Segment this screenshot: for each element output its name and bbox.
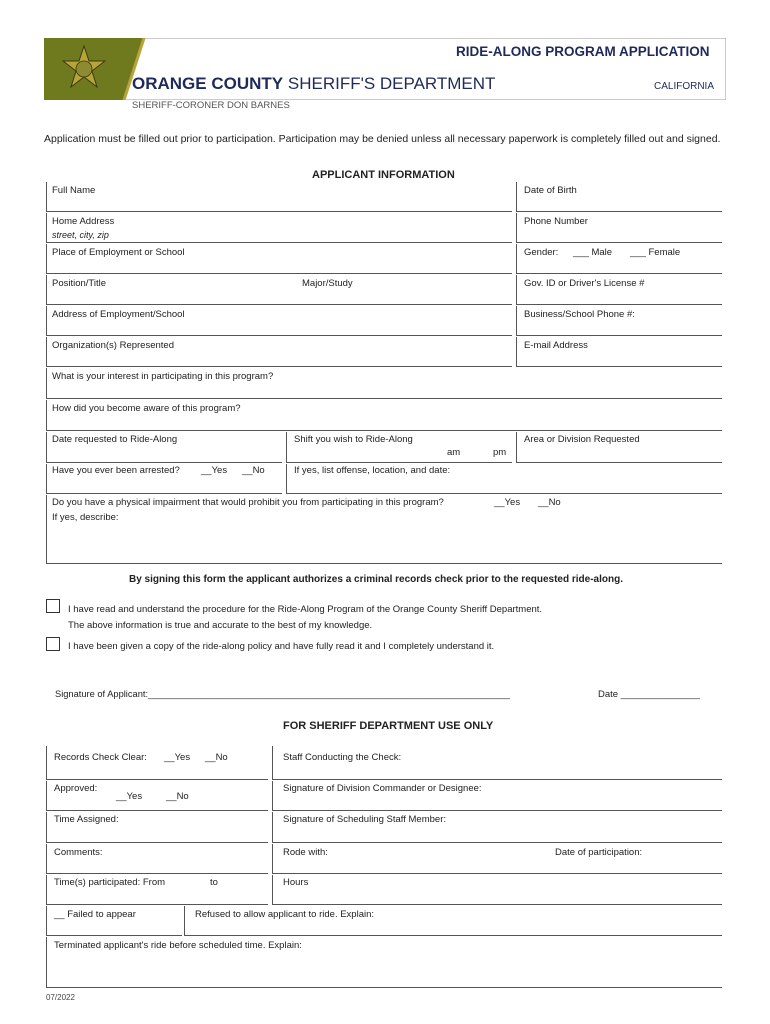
home-address-label: Home Address bbox=[52, 216, 115, 227]
interest-label: What is your interest in participating in this program? bbox=[52, 371, 274, 382]
arrested-no-option[interactable]: __No bbox=[242, 465, 265, 476]
date-participation-label: Date of participation: bbox=[555, 847, 643, 858]
department-name bbox=[132, 74, 495, 94]
emp-address-label: Address of Employment/School bbox=[52, 309, 185, 320]
state-label: CALIFORNIA bbox=[654, 81, 715, 92]
hours-label: Hours bbox=[283, 877, 309, 888]
terminated-label: Terminated applicant's ride before scheduled time. Explain: bbox=[54, 940, 302, 951]
comments-label: Comments: bbox=[54, 847, 103, 858]
email-label: E-mail Address bbox=[524, 340, 588, 351]
gender-label: Gender: bbox=[524, 247, 559, 258]
gender-female-option[interactable]: ___ Female bbox=[630, 247, 681, 258]
times-to-label: to bbox=[210, 877, 218, 888]
department-name-bold: ORANGE COUNTY bbox=[132, 74, 284, 93]
records-yes-option[interactable]: __Yes bbox=[164, 752, 191, 763]
position-label: Position/Title bbox=[52, 278, 107, 289]
commander-label: Signature of Division Commander or Designee: bbox=[283, 783, 482, 794]
rode-with-label: Rode with: bbox=[283, 847, 328, 858]
employment-label: Place of Employment or School bbox=[52, 247, 185, 258]
failed-label[interactable]: __ Failed to appear bbox=[54, 909, 136, 920]
form-title: RIDE-ALONG PROGRAM APPLICATION bbox=[456, 44, 710, 59]
ack2-checkbox[interactable] bbox=[46, 637, 60, 651]
scheduling-label: Signature of Scheduling Staff Member: bbox=[283, 814, 447, 825]
home-address-field[interactable] bbox=[46, 213, 512, 243]
hours-field[interactable] bbox=[272, 875, 722, 905]
aware-label: How did you become aware of this program? bbox=[52, 403, 241, 414]
sheriff-star-icon bbox=[59, 44, 109, 94]
offense-label: If yes, list offense, location, and date: bbox=[294, 465, 451, 476]
full-name-field[interactable] bbox=[46, 182, 512, 212]
arrested-yes-option[interactable]: __Yes bbox=[201, 465, 228, 476]
emp-phone-label: Business/School Phone #: bbox=[524, 309, 635, 320]
ack1-line1: I have read and understand the procedure for the Ride-Along Program of the Orange County Sheriff Department. bbox=[68, 604, 543, 615]
footer-date: 07/2022 bbox=[46, 993, 75, 1002]
area-label: Area or Division Requested bbox=[524, 434, 640, 445]
ack2-text: I have been given a copy of the ride-along policy and have fully read it and I completely understand it. bbox=[68, 641, 495, 652]
staff-label: Staff Conducting the Check: bbox=[283, 752, 402, 763]
impairment-no-option[interactable]: __No bbox=[538, 497, 561, 508]
ack1-checkbox[interactable] bbox=[46, 599, 60, 613]
approved-no-option[interactable]: __No bbox=[166, 791, 189, 802]
shift-pm: pm bbox=[493, 447, 507, 458]
intro-text: Application must be filled out prior to participation. Participation may be denied unless all necessary paperwork is completely filled out and signed. bbox=[44, 133, 721, 145]
major-label: Major/Study bbox=[302, 278, 353, 289]
refused-label: Refused to allow applicant to ride. Explain: bbox=[195, 909, 375, 920]
shift-am: am bbox=[447, 447, 461, 458]
gender-male-option[interactable]: ___ Male bbox=[573, 247, 613, 258]
records-label: Records Check Clear: bbox=[54, 752, 147, 763]
gov-id-label: Gov. ID or Driver's License # bbox=[524, 278, 645, 289]
impairment-label: Do you have a physical impairment that would prohibit you from participating in this program? bbox=[52, 497, 444, 508]
rode-with-field[interactable] bbox=[272, 844, 722, 874]
approved-yes-option[interactable]: __Yes bbox=[116, 791, 143, 802]
position-field[interactable] bbox=[46, 275, 512, 305]
org-label: Organization(s) Represented bbox=[52, 340, 174, 351]
date-line[interactable]: Date _______________ bbox=[598, 689, 700, 700]
describe-label: If yes, describe: bbox=[52, 512, 119, 523]
applicant-heading: APPLICANT INFORMATION bbox=[312, 169, 455, 181]
shift-label: Shift you wish to Ride-Along bbox=[294, 434, 413, 445]
signature-line[interactable]: Signature of Applicant:______________________________________________________________________ bbox=[55, 689, 510, 699]
phone-label: Phone Number bbox=[524, 216, 588, 227]
full-name-label: Full Name bbox=[52, 185, 96, 196]
times-label: Time(s) participated: From bbox=[54, 877, 166, 888]
department-name-rest: SHERIFF'S DEPARTMENT bbox=[287, 74, 496, 93]
impairment-yes-option[interactable]: __Yes bbox=[494, 497, 521, 508]
home-address-hint: street, city, zip bbox=[52, 230, 109, 240]
dob-label: Date of Birth bbox=[524, 185, 577, 196]
time-assigned-label: Time Assigned: bbox=[54, 814, 119, 825]
authorize-text: By signing this form the applicant authorizes a criminal records check prior to the requested ride-along. bbox=[129, 574, 623, 585]
arrested-label: Have you ever been arrested? bbox=[52, 465, 180, 476]
sheriff-name: SHERIFF-CORONER DON BARNES bbox=[132, 100, 290, 111]
ack1-line2: The above information is true and accurate to the best of my knowledge. bbox=[68, 620, 373, 631]
date-requested-label: Date requested to Ride-Along bbox=[52, 434, 178, 445]
records-no-option[interactable]: __No bbox=[205, 752, 228, 763]
office-heading: FOR SHERIFF DEPARTMENT USE ONLY bbox=[283, 720, 494, 732]
approved-label: Approved: bbox=[54, 783, 98, 794]
